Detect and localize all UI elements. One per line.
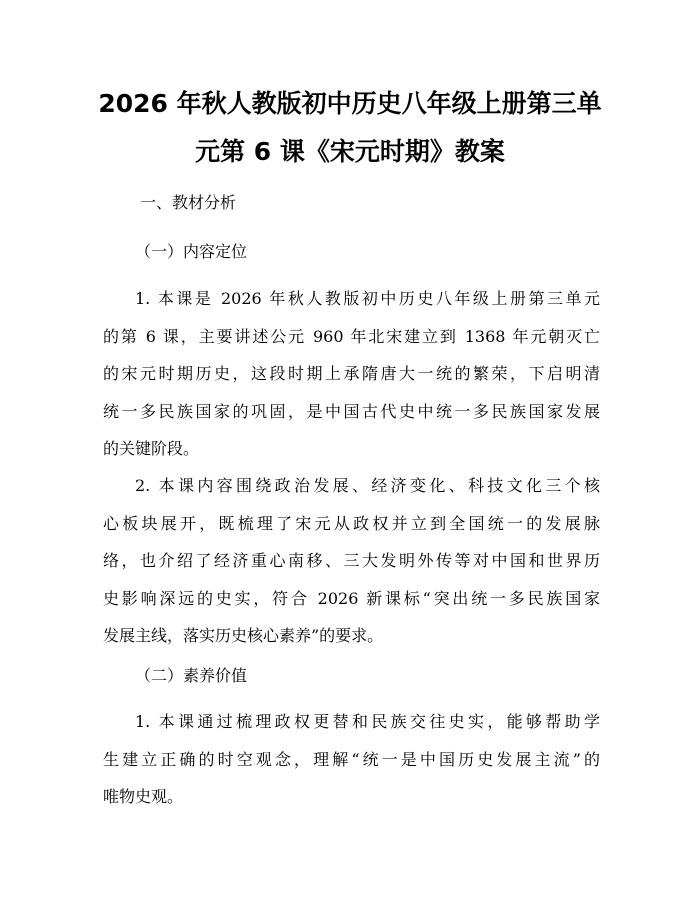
- text-line: 2. 本课内容围绕政治发展、经济变化、科技文化三个核: [135, 476, 600, 495]
- text-line: 唯物史观。: [103, 787, 184, 806]
- document-title-line-2: 元第 6 课《宋元时期》教案: [195, 137, 505, 166]
- text-line: 的关键阶段。: [103, 439, 200, 458]
- text-line: 1. 本课是 2026 年秋人教版初中历史八年级上册第三单元: [135, 289, 600, 308]
- subsection-heading-content-positioning: （一）内容定位: [135, 242, 248, 261]
- text-line: 的宋元时期历史，这段时期上承隋唐大一统的繁荣，下启明清: [103, 364, 600, 383]
- text-line: 心板块展开，既梳理了宋元从政权并立到全国统一的发展脉: [103, 513, 600, 533]
- text-line: 络，也介绍了经济重心南移、三大发明外传等对中国和世界历: [103, 551, 600, 570]
- section-heading-textbook-analysis: 一、教材分析: [140, 193, 237, 212]
- text-line: 统一多民族国家的巩固，是中国古代史中统一多民族国家发展: [103, 401, 600, 421]
- paragraph-1-content-positioning: [103, 280, 600, 468]
- paragraph-2-content-positioning: [103, 467, 600, 655]
- subsection-heading-literacy-value: （二）素养价值: [135, 666, 248, 685]
- paragraph-1-literacy-value: [103, 703, 600, 816]
- text-line: 史影响深远的史实，符合 2026 新课标“突出统一多民族国家: [103, 588, 600, 608]
- text-line: 发展主线，落实历史核心素养”的要求。: [103, 626, 384, 645]
- text-line: 的第 6 课，主要讲述公元 960 年北宋建立到 1368 年元朝灭亡: [103, 326, 600, 346]
- document-title-line-1: 2026 年秋人教版初中历史八年级上册第三单: [98, 89, 602, 118]
- text-line: 生建立正确的时空观念，理解“统一是中国历史发展主流”的: [103, 749, 600, 769]
- text-line: 1. 本课通过梳理政权更替和民族交往史实，能够帮助学: [135, 712, 600, 731]
